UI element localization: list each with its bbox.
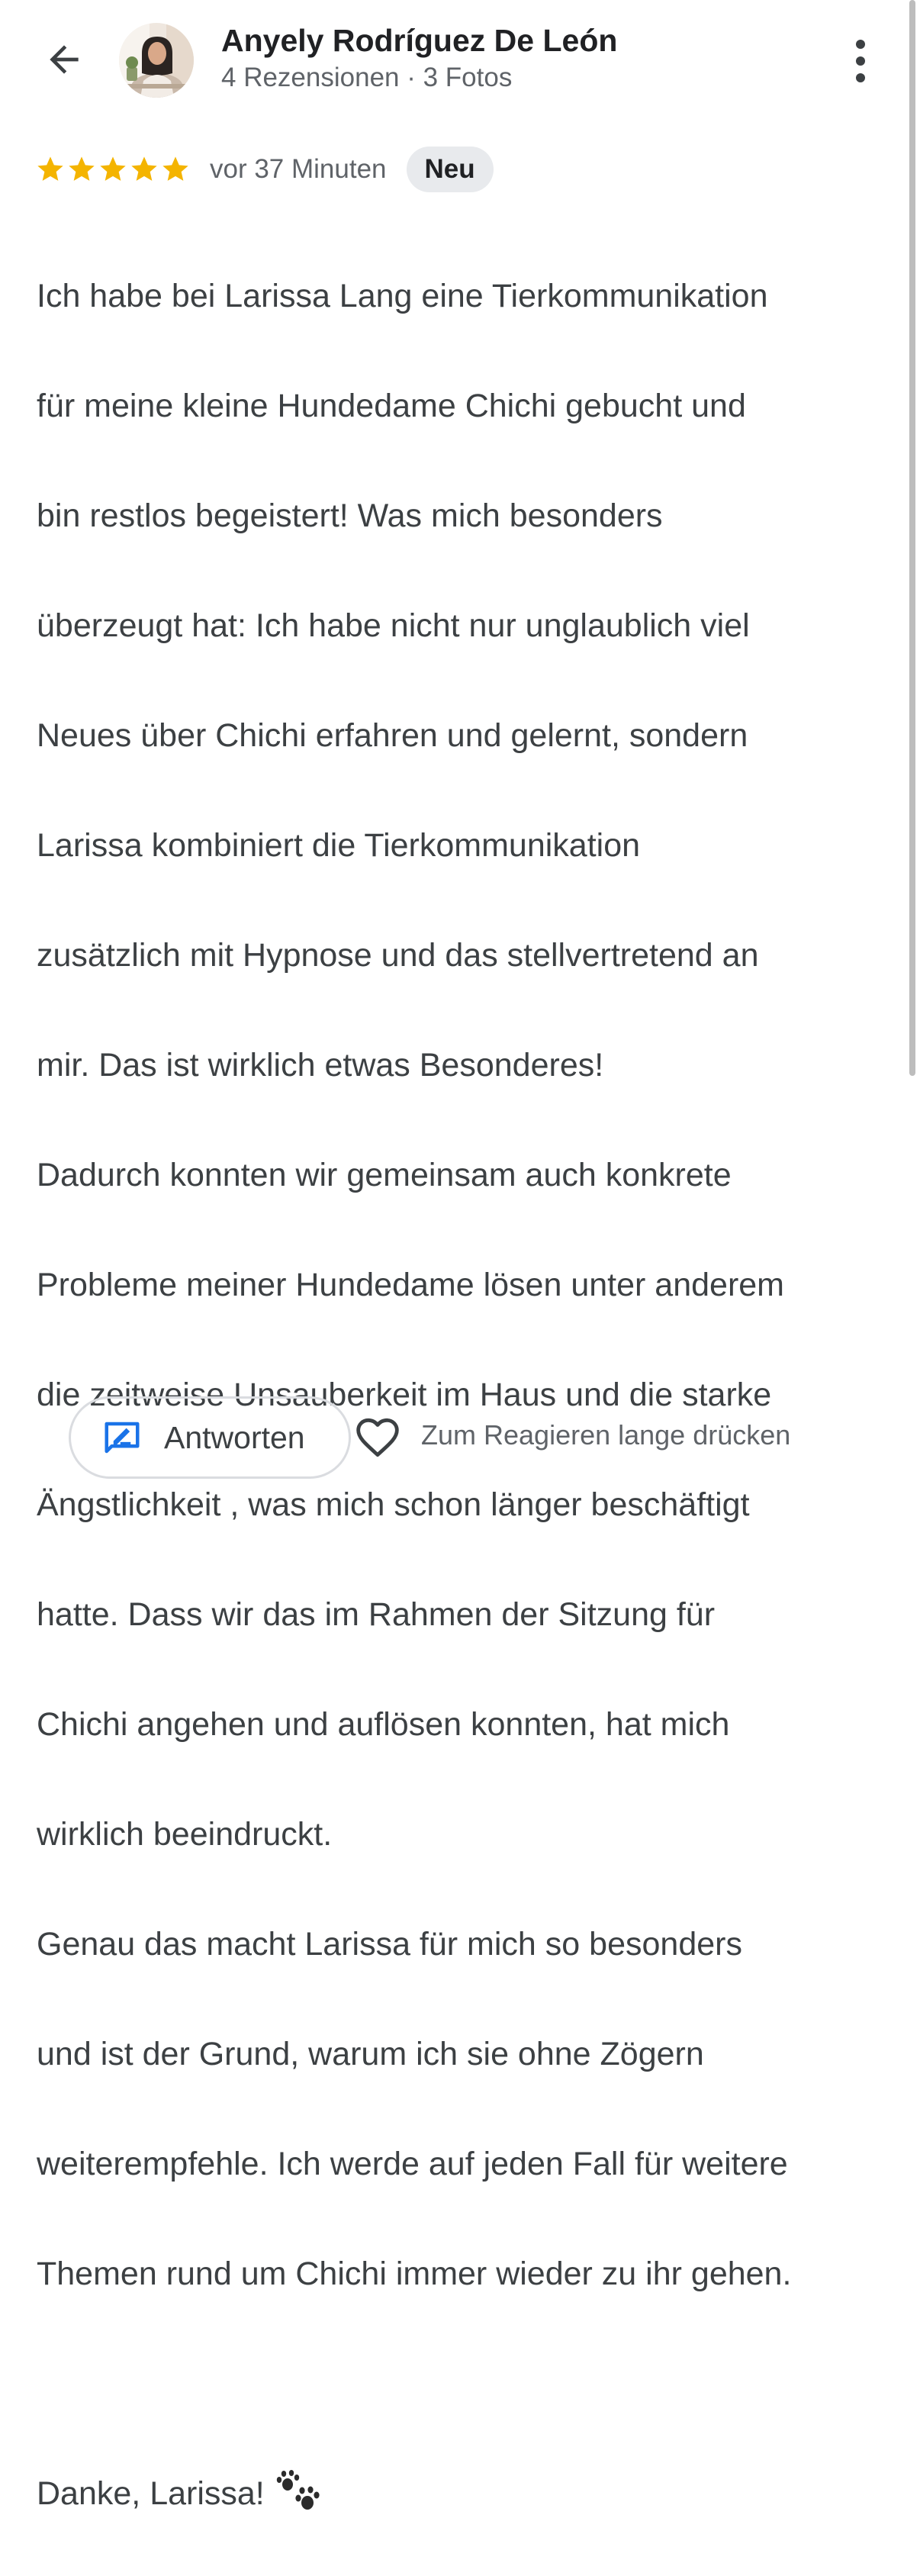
scrollbar[interactable] — [909, 0, 915, 1076]
review-line: Neues über Chichi erfahren und gelernt, sondern — [37, 717, 748, 754]
star-icon — [66, 154, 97, 185]
paw-prints-icon — [275, 2469, 323, 2516]
review-header — [0, 0, 920, 122]
star-icon — [98, 154, 128, 185]
review-line: Probleme meiner Hundedame lösen unter anderem — [37, 1267, 784, 1303]
review-time: vor 37 Minuten — [210, 154, 387, 184]
review-line: zusätzlich mit Hypnose und das stellvertretend an — [37, 937, 759, 974]
reply-edit-icon — [101, 1417, 143, 1458]
back-button[interactable] — [38, 34, 90, 85]
author-meta: 4 Rezensionen · 3 Fotos — [221, 63, 513, 92]
review-line: bin restlos begeistert! Was mich besonders — [37, 497, 663, 534]
rating-row — [35, 145, 494, 194]
review-closing: Danke, Larissa! — [37, 2475, 265, 2512]
author-name[interactable]: Anyely Rodríguez De León — [221, 23, 618, 58]
reply-button[interactable] — [69, 1396, 351, 1479]
new-badge: Neu — [407, 147, 494, 192]
star-icon — [160, 154, 191, 185]
star-icon — [35, 154, 66, 185]
review-line: überzeugt hat: Ich habe nicht nur unglaublich viel — [37, 607, 750, 644]
review-line: und ist der Grund, warum ich sie ohne Zögern — [37, 2036, 704, 2072]
arrow-left-icon — [43, 38, 85, 81]
review-line: mir. Das ist wirklich etwas Besonderes! — [37, 1047, 604, 1084]
review-text — [37, 214, 891, 2576]
review-line: Themen rund um Chichi immer wieder zu ihr gehen. — [37, 2256, 792, 2292]
star-icon — [129, 154, 159, 185]
react-hint: Zum Reagieren lange drücken — [421, 1419, 791, 1451]
more-options-button[interactable] — [838, 34, 883, 89]
reply-label: Antworten — [164, 1419, 305, 1455]
heart-outline-icon — [352, 1413, 403, 1462]
review-line: Ich habe bei Larissa Lang eine Tierkommunikation — [37, 278, 768, 314]
paragraph-gap — [37, 2356, 891, 2411]
star-rating — [35, 154, 191, 185]
more-vertical-icon — [853, 38, 868, 84]
review-line: weiterempfehle. Ich werde auf jeden Fall für weitere — [37, 2146, 788, 2182]
review-line: Larissa kombiniert die Tierkommunikation — [37, 827, 641, 864]
review-line: Chichi angehen und auflösen konnten, hat mich — [37, 1706, 730, 1743]
review-closing-line — [37, 2466, 891, 2521]
review-line: die zeitweise Unsauberkeit im Haus und die starke — [37, 1377, 772, 1413]
review-line: Ängstlichkeit , was mich schon länger beschäftigt — [37, 1486, 750, 1523]
review-actions — [69, 1396, 893, 1482]
avatar[interactable] — [119, 23, 194, 98]
react-heart-button[interactable] — [352, 1413, 403, 1462]
review-line: hatte. Dass wir das im Rahmen der Sitzung für — [37, 1596, 716, 1633]
review-line: wirklich beeindruckt. — [37, 1816, 333, 1853]
review-line: Dadurch konnten wir gemeinsam auch konkrete — [37, 1157, 732, 1193]
review-line: für meine kleine Hundedame Chichi gebucht und — [37, 388, 746, 424]
review-line: Genau das macht Larissa für mich so besonders — [37, 1926, 742, 1963]
